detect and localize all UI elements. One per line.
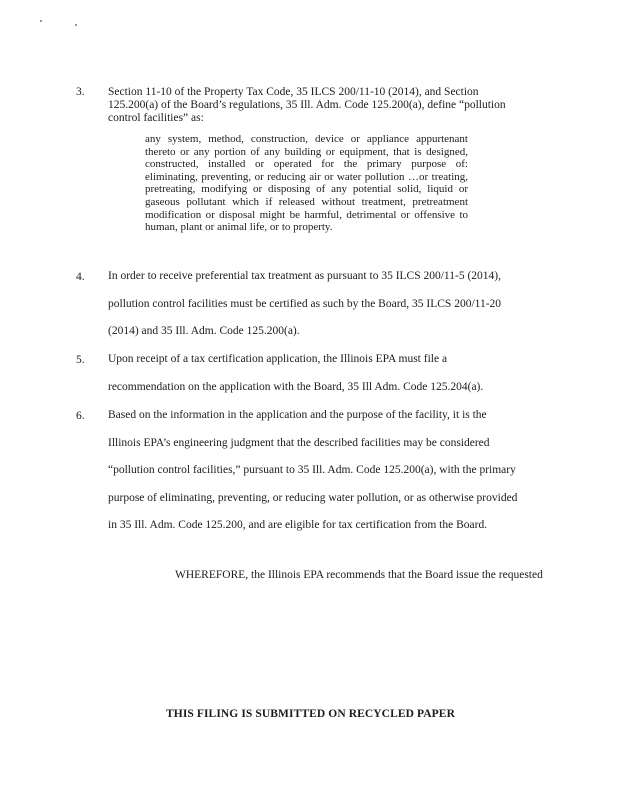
paragraph-text: In order to receive preferential tax treatment as pursuant to 35 ILCS 200/11-5 (2014), pollution control facilities must be certified as such by the Board, 35 ILCS 200/11-20 (2014) and 35 Ill. Adm. Code 125.200(a). [108, 270, 502, 337]
paragraph-number: 3. [76, 86, 85, 98]
block-quote: any system, method, construction, device or appliance appurtenant thereto or any portion of any building or equipment, that is designed, constructed, installed or operated for the primary purpose of: eliminating, preventing, or reducing air or water pollution …or treating, pretreating, modifying or disposing of any potential solid, liquid or gaseous pollutant which if released without treatment, pretreatment modification or disposal might be harmful, detrimental or offensive to human, plant or animal life, or to property. [145, 133, 468, 234]
paragraph-number: 6. [76, 410, 85, 422]
paragraph-number: 5. [76, 354, 85, 366]
paragraph-text: Upon receipt of a tax certification application, the Illinois EPA must file a recommendation on the application with the Board, 35 Ill Adm. Code 125.204(a). [108, 353, 484, 393]
scan-speck [40, 20, 42, 22]
paragraph-number: 4. [76, 271, 85, 283]
paragraph-text: Section 11-10 of the Property Tax Code, 35 ILCS 200/11-10 (2014), and Section 125.200(a) of the Board’s regulations, 35 Ill. Adm. Code 125.200(a), define “pollution control facilities” as: [108, 86, 506, 124]
wherefore-clause: WHEREFORE, the Illinois EPA recommends that the Board issue the requested [175, 569, 543, 581]
recycled-paper-footer: THIS FILING IS SUBMITTED ON RECYCLED PAPER [166, 708, 455, 720]
paragraph-text: Based on the information in the application and the purpose of the facility, it is the Illinois EPA’s engineering judgment that the described facilities may be considered “pollution control facilities,” pursuant to 35 Ill. Adm. Code 125.200(a), with the primary purpose of eliminating, preventing, or reducing water pollution, or as otherwise provided in 35 Ill. Adm. Code 125.200, and are eligible for tax certification from the Board. [108, 409, 518, 531]
scan-speck [75, 24, 77, 26]
